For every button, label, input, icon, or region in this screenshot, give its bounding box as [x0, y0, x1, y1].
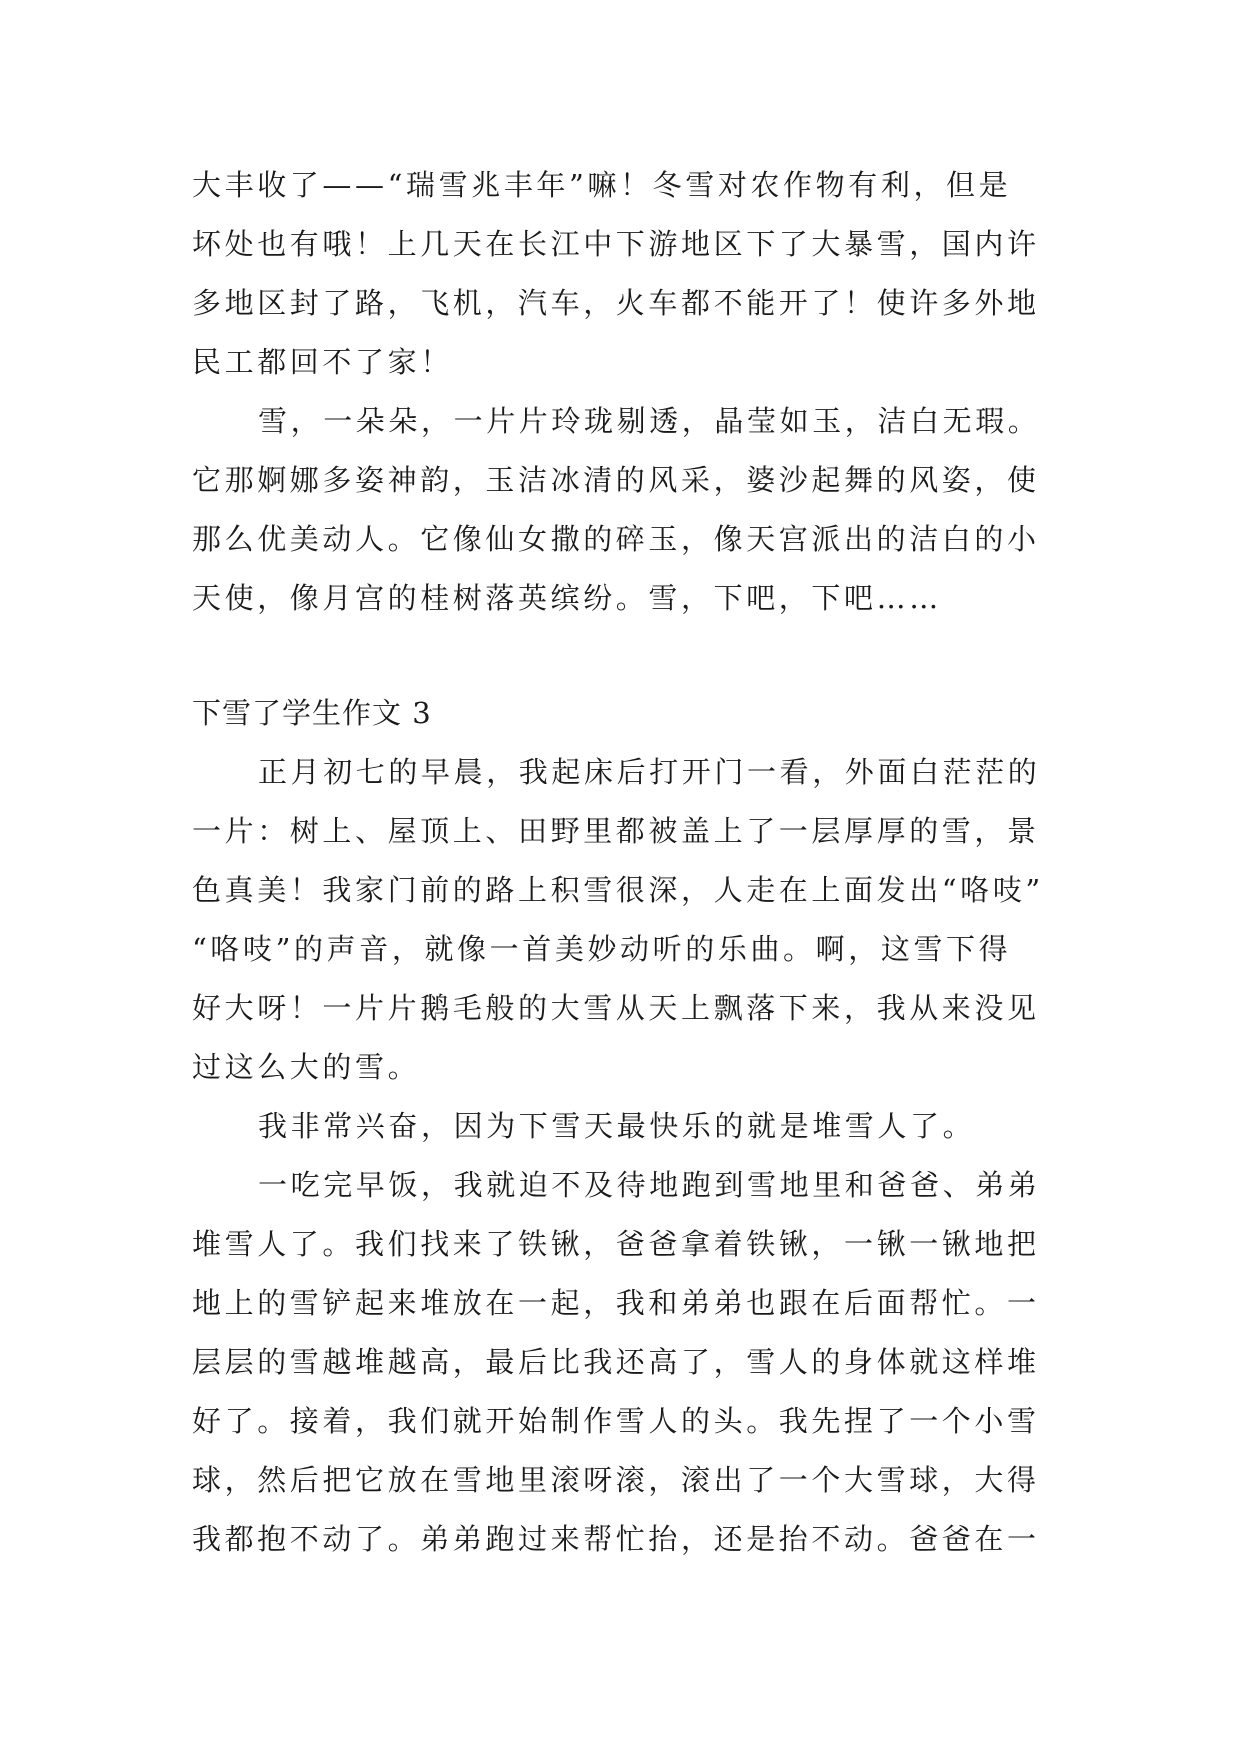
paragraph-line: 民工都回不了家！: [192, 345, 453, 379]
paragraph-line: 坏处也有哦！上几天在长江中下游地区下了大暴雪，国内许: [192, 227, 1040, 261]
paragraph-line: 一吃完早饭，我就迫不及待地跑到雪地里和爸爸、弟弟: [258, 1168, 1041, 1202]
paragraph-line: 地上的雪铲起来堆放在一起，我和弟弟也跟在后面帮忙。一: [192, 1286, 1040, 1320]
paragraph-line: 色真美！我家门前的路上积雪很深，人走在上面发出“咯吱”: [192, 873, 1044, 907]
paragraph-line: 过这么大的雪。: [192, 1050, 421, 1084]
paragraph-line: 好大呀！一片片鹅毛般的大雪从天上飘落下来，我从来没见: [192, 991, 1040, 1025]
paragraph-line: 雪，一朵朵，一片片玲珑剔透，晶莹如玉，洁白无瑕。: [258, 404, 1041, 438]
paragraph-line: 我都抱不动了。弟弟跑过来帮忙抬，还是抬不动。爸爸在一: [192, 1522, 1040, 1556]
paragraph-line: 多地区封了路，飞机，汽车，火车都不能开了！使许多外地: [192, 286, 1040, 320]
paragraph-line: “咯吱”的声音，就像一首美妙动听的乐曲。啊，这雪下得: [192, 932, 1012, 966]
paragraph-line: 正月初七的早晨，我起床后打开门一看，外面白茫茫的: [258, 755, 1041, 789]
paragraph-line: 天使，像月宫的桂树落英缤纷。雪，下吧，下吧……: [192, 581, 942, 615]
paragraph-line: 层层的雪越堆越高，最后比我还高了，雪人的身体就这样堆: [192, 1345, 1040, 1379]
paragraph-line: 那么优美动人。它像仙女撒的碎玉，像天宫派出的洁白的小: [192, 522, 1040, 556]
paragraph-line: 我非常兴奋，因为下雪天最快乐的就是堆雪人了。: [258, 1109, 976, 1143]
section-heading: 下雪了学生作文 3: [192, 696, 432, 730]
paragraph-line: 它那婀娜多姿神韵，玉洁冰清的风采，婆沙起舞的风姿，使: [192, 463, 1040, 497]
paragraph-line: 堆雪人了。我们找来了铁锹，爸爸拿着铁锹，一锹一锹地把: [192, 1227, 1040, 1261]
paragraph-line: 好了。接着，我们就开始制作雪人的头。我先捏了一个小雪: [192, 1404, 1040, 1438]
paragraph-line: 大丰收了——“瑞雪兆丰年”嘛！冬雪对农作物有利，但是: [192, 168, 1012, 202]
paragraph-line: 一片：树上、屋顶上、田野里都被盖上了一层厚厚的雪，景: [192, 814, 1040, 848]
paragraph-line: 球，然后把它放在雪地里滚呀滚，滚出了一个大雪球，大得: [192, 1463, 1040, 1497]
